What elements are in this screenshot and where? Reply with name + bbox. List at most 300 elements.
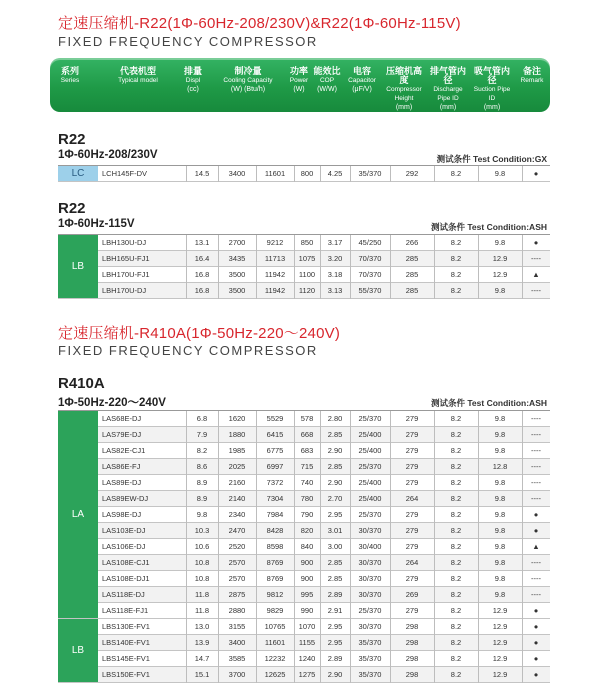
cell-model: LAS89EW-DJ [102, 494, 149, 503]
table-row [58, 539, 550, 555]
column-separator [478, 235, 479, 299]
header-discharge: 排气管内径 Discharge Pipe ID (mm) [429, 66, 466, 111]
cell-model: LBS130E-FV1 [102, 622, 150, 631]
cell-height: 298 [405, 654, 419, 663]
cell-capacity-btu: 11601 [264, 169, 286, 178]
cell-power: 1120 [298, 286, 316, 295]
cell-capacitor: 30/370 [358, 622, 382, 631]
cell-displ: 14.5 [194, 169, 210, 178]
cell-capacity-btu: 10765 [264, 622, 286, 631]
cell-power: 1075 [298, 254, 316, 263]
cell-discharge: 8.2 [450, 254, 462, 263]
cell-displ: 8.9 [196, 494, 208, 503]
cell-capacitor: 25/370 [358, 414, 382, 423]
cell-displ: 10.6 [194, 542, 210, 551]
cell-capacity-w: 2700 [228, 238, 246, 247]
cell-capacity-w: 2140 [228, 494, 246, 503]
cell-cop: 3.20 [327, 254, 343, 263]
cell-model: LAS86E-FJ [102, 462, 141, 471]
cell-remark: ● [533, 654, 539, 663]
cell-model: LBS145E-FV1 [102, 654, 150, 663]
column-separator [522, 235, 523, 299]
cell-capacity-w: 2340 [228, 510, 246, 519]
cell-height: 279 [405, 526, 419, 535]
cell-height: 279 [405, 478, 419, 487]
cell-displ: 16.8 [194, 286, 210, 295]
table-row [58, 635, 550, 651]
cell-capacity-w: 2880 [228, 606, 246, 615]
column-separator [320, 411, 321, 683]
cell-suction: 9.8 [494, 574, 506, 583]
header-remark: 备注 Remark [520, 66, 544, 84]
table-row [58, 523, 550, 539]
cell-discharge: 8.2 [450, 606, 462, 615]
section-b-title-en: FIXED FREQUENCY COMPRESSOR [58, 343, 318, 358]
cell-power: 578 [300, 414, 314, 423]
column-separator [390, 411, 391, 683]
column-header-bar [50, 58, 550, 112]
cell-capacitor: 25/400 [358, 494, 382, 503]
cell-model: LBH130U-DJ [102, 238, 147, 247]
cell-cop: 2.90 [327, 670, 343, 679]
cell-model: LAS82E-CJ1 [102, 446, 146, 455]
cell-suction: 12.9 [492, 254, 508, 263]
cell-displ: 13.1 [194, 238, 210, 247]
cell-capacitor: 35/370 [358, 638, 382, 647]
cell-power: 780 [300, 494, 314, 503]
cell-power: 900 [300, 574, 314, 583]
cell-remark: ---- [531, 574, 541, 583]
cell-displ: 15.1 [194, 670, 210, 679]
cell-cop: 2.95 [327, 638, 343, 647]
section-a-title-cn: 定速压缩机-R22(1Φ-60Hz-208/230V)&R22(1Φ-60Hz-115V) [58, 15, 461, 32]
cell-displ: 10.8 [194, 574, 210, 583]
cell-remark: ---- [531, 446, 541, 455]
cell-suction: 12.9 [492, 622, 508, 631]
cell-height: 279 [405, 414, 419, 423]
cell-displ: 6.8 [196, 414, 208, 423]
cell-remark: ● [533, 606, 539, 615]
cell-capacity-btu: 9812 [266, 590, 284, 599]
cell-displ: 16.8 [194, 270, 210, 279]
cell-discharge: 8.2 [450, 430, 462, 439]
cell-discharge: 8.2 [450, 670, 462, 679]
column-separator [186, 235, 187, 299]
column-separator [478, 166, 479, 182]
table-row [58, 555, 550, 571]
cell-remark: ---- [531, 590, 541, 599]
cell-discharge: 8.2 [450, 654, 462, 663]
cell-capacity-btu: 7304 [266, 494, 284, 503]
cell-model: LAS106E-DJ [102, 542, 146, 551]
cell-power: 1155 [298, 638, 316, 647]
cell-model: LBS140E-FV1 [102, 638, 150, 647]
cell-discharge: 8.2 [450, 542, 462, 551]
cell-remark: ● [533, 169, 539, 178]
cell-remark: ● [533, 622, 539, 631]
table-row [58, 667, 550, 683]
column-separator [218, 235, 219, 299]
cell-remark: ● [533, 238, 539, 247]
table-2-subtitle: 1Φ-60Hz-115V [58, 218, 135, 230]
cell-height: 298 [405, 622, 419, 631]
header-suction: 吸气管内径 Suction Pipe ID (mm) [473, 66, 511, 111]
cell-suction: 12.9 [492, 606, 508, 615]
cell-height: 279 [405, 542, 419, 551]
cell-cop: 3.00 [327, 542, 343, 551]
cell-suction: 9.8 [494, 590, 506, 599]
cell-power: 1070 [298, 622, 316, 631]
cell-capacity-btu: 7372 [266, 478, 284, 487]
cell-power: 740 [300, 478, 314, 487]
cell-capacitor: 30/370 [358, 590, 382, 599]
table-3 [58, 410, 550, 683]
series-label: LB [58, 235, 98, 298]
cell-suction: 12.9 [492, 654, 508, 663]
cell-capacity-w: 3155 [228, 622, 246, 631]
cell-model: LAS108E-DJ1 [102, 574, 150, 583]
cell-model: LBH170U-FJ1 [102, 270, 150, 279]
cell-power: 840 [300, 542, 314, 551]
cell-discharge: 8.2 [450, 414, 462, 423]
cell-displ: 16.4 [194, 254, 210, 263]
cell-power: 1275 [298, 670, 316, 679]
column-separator [350, 235, 351, 299]
header-power: 功率 Power (W) [289, 66, 309, 93]
cell-capacity-btu: 9829 [266, 606, 284, 615]
cell-capacitor: 25/370 [358, 510, 382, 519]
cell-cop: 2.89 [327, 654, 343, 663]
cell-cop: 2.89 [327, 590, 343, 599]
cell-height: 269 [405, 590, 419, 599]
cell-power: 900 [300, 558, 314, 567]
cell-capacity-btu: 8428 [266, 526, 284, 535]
header-capacitor: 电容 Capacitor (μF/V) [348, 66, 376, 93]
cell-remark: ● [533, 638, 539, 647]
table-1-condition: 测试条件 Test Condition:GX [436, 154, 547, 164]
cell-model: LAS103E-DJ [102, 526, 146, 535]
cell-remark: ▲ [532, 270, 540, 279]
column-separator [434, 235, 435, 299]
table-row [58, 571, 550, 587]
table-row [58, 459, 550, 475]
cell-cop: 2.85 [327, 574, 343, 583]
table-row [58, 235, 550, 251]
cell-height: 298 [405, 670, 419, 679]
cell-suction: 12.9 [492, 670, 508, 679]
cell-model: LAS79E-DJ [102, 430, 142, 439]
header-height: 压缩机高度 Compressor Height (mm) [385, 66, 422, 111]
cell-capacitor: 25/370 [358, 606, 382, 615]
cell-height: 279 [405, 462, 419, 471]
cell-remark: ● [533, 526, 539, 535]
column-separator [390, 166, 391, 182]
column-separator [478, 411, 479, 683]
header-model: 代表机型 Typical model [118, 66, 158, 84]
column-separator [186, 411, 187, 683]
series-label: LB [58, 619, 98, 682]
cell-discharge: 8.2 [450, 574, 462, 583]
cell-discharge: 8.2 [450, 446, 462, 455]
cell-capacitor: 25/400 [358, 430, 382, 439]
cell-displ: 10.3 [194, 526, 210, 535]
cell-capacitor: 35/370 [358, 169, 382, 178]
cell-height: 279 [405, 574, 419, 583]
cell-cop: 2.90 [327, 446, 343, 455]
cell-displ: 9.8 [196, 510, 208, 519]
cell-remark: ---- [531, 254, 541, 263]
cell-cop: 4.25 [327, 169, 343, 178]
column-separator [256, 411, 257, 683]
cell-discharge: 8.2 [450, 462, 462, 471]
column-separator [218, 411, 219, 683]
cell-height: 279 [405, 606, 419, 615]
cell-capacity-w: 3400 [228, 169, 246, 178]
cell-suction: 9.8 [494, 526, 506, 535]
cell-cop: 2.95 [327, 622, 343, 631]
cell-displ: 10.8 [194, 558, 210, 567]
cell-capacity-w: 1880 [228, 430, 246, 439]
cell-capacity-w: 2570 [228, 558, 246, 567]
cell-capacity-btu: 6775 [266, 446, 284, 455]
column-separator [218, 166, 219, 182]
cell-suction: 12.8 [492, 462, 508, 471]
cell-power: 820 [300, 526, 314, 535]
cell-capacity-btu: 11942 [264, 286, 286, 295]
cell-cop: 2.95 [327, 510, 343, 519]
header-capacity: 制冷量 Cooling Capacity (W) (Btu/h) [223, 66, 273, 93]
column-separator [350, 166, 351, 182]
table-3-subtitle: 1Φ-50Hz-220～240V [58, 397, 166, 409]
cell-capacity-w: 2875 [228, 590, 246, 599]
cell-remark: ---- [531, 414, 541, 423]
cell-cop: 2.80 [327, 414, 343, 423]
cell-displ: 14.7 [194, 654, 210, 663]
cell-cop: 2.85 [327, 430, 343, 439]
cell-suction: 9.8 [494, 238, 506, 247]
section-b-title-cn: 定速压缩机-R410A(1Φ-50Hz-220～240V) [58, 325, 341, 342]
cell-capacity-w: 1620 [228, 414, 246, 423]
cell-capacitor: 25/370 [358, 462, 382, 471]
table-3-condition: 测试条件 Test Condition:ASH [431, 398, 547, 408]
cell-height: 285 [405, 254, 419, 263]
cell-capacity-btu: 8598 [266, 542, 284, 551]
column-separator [522, 411, 523, 683]
cell-capacitor: 30/370 [358, 558, 382, 567]
table-1-title: R22 [58, 131, 86, 148]
table-row [58, 507, 550, 523]
cell-displ: 13.9 [194, 638, 210, 647]
cell-model: LAS118E-FJ1 [102, 606, 149, 615]
cell-model: LBS150E-FV1 [102, 670, 150, 679]
cell-discharge: 8.2 [450, 169, 462, 178]
cell-remark: ● [533, 510, 539, 519]
series-label: LA [58, 411, 98, 618]
cell-capacitor: 25/400 [358, 478, 382, 487]
column-separator [320, 166, 321, 182]
cell-power: 990 [300, 606, 314, 615]
cell-remark: ---- [531, 286, 541, 295]
cell-capacity-btu: 9212 [266, 238, 284, 247]
cell-capacitor: 35/370 [358, 670, 382, 679]
cell-suction: 9.8 [494, 510, 506, 519]
table-2-title: R22 [58, 200, 86, 217]
cell-discharge: 8.2 [450, 510, 462, 519]
cell-cop: 2.91 [327, 606, 343, 615]
cell-model: LBH170U-DJ [102, 286, 147, 295]
cell-height: 279 [405, 430, 419, 439]
cell-capacitor: 35/370 [358, 654, 382, 663]
cell-capacitor: 30/370 [358, 574, 382, 583]
cell-cop: 2.90 [327, 478, 343, 487]
cell-capacity-w: 3435 [228, 254, 246, 263]
cell-remark: ▲ [532, 542, 540, 551]
cell-capacitor: 70/370 [358, 254, 382, 263]
cell-model: LAS68E-DJ [102, 414, 142, 423]
cell-capacity-w: 3500 [228, 286, 246, 295]
cell-power: 715 [300, 462, 314, 471]
cell-height: 285 [405, 286, 419, 295]
cell-capacity-w: 2025 [228, 462, 246, 471]
header-displ: 排量 Displ (cc) [183, 66, 202, 93]
cell-discharge: 8.2 [450, 558, 462, 567]
cell-model: LAS118E-DJ [102, 590, 145, 599]
cell-height: 279 [405, 510, 419, 519]
cell-capacity-btu: 11601 [264, 638, 286, 647]
cell-capacitor: 45/250 [358, 238, 382, 247]
cell-capacity-w: 2570 [228, 574, 246, 583]
cell-cop: 2.70 [327, 494, 343, 503]
table-row [58, 603, 550, 619]
cell-capacity-btu: 11713 [264, 254, 286, 263]
cell-cop: 3.18 [327, 270, 343, 279]
cell-cop: 3.17 [327, 238, 343, 247]
cell-cop: 2.85 [327, 462, 343, 471]
cell-height: 264 [405, 494, 419, 503]
cell-suction: 12.9 [492, 638, 508, 647]
table-1-subtitle: 1Φ-60Hz-208/230V [58, 149, 158, 161]
cell-cop: 2.85 [327, 558, 343, 567]
cell-height: 298 [405, 638, 419, 647]
header-series: 系列 Series [60, 66, 80, 84]
cell-suction: 9.8 [494, 286, 506, 295]
cell-discharge: 8.2 [450, 270, 462, 279]
table-2-condition: 测试条件 Test Condition:ASH [431, 222, 547, 232]
table-row [58, 251, 550, 267]
cell-discharge: 8.2 [450, 238, 462, 247]
cell-suction: 9.8 [494, 542, 506, 551]
table-row [58, 587, 550, 603]
table-row [58, 651, 550, 667]
column-separator [256, 166, 257, 182]
cell-power: 683 [300, 446, 314, 455]
cell-displ: 8.9 [196, 478, 208, 487]
cell-remark: ---- [531, 558, 541, 567]
cell-displ: 13.0 [194, 622, 210, 631]
cell-capacitor: 25/400 [358, 446, 382, 455]
cell-suction: 12.9 [492, 270, 508, 279]
cell-height: 292 [405, 169, 419, 178]
cell-capacity-w: 2160 [228, 478, 246, 487]
cell-capacity-w: 3700 [228, 670, 246, 679]
cell-displ: 11.8 [194, 590, 210, 599]
cell-power: 668 [300, 430, 314, 439]
cell-height: 285 [405, 270, 419, 279]
table-1 [58, 165, 550, 182]
cell-discharge: 8.2 [450, 622, 462, 631]
series-label: LC [58, 166, 98, 181]
cell-suction: 9.8 [494, 446, 506, 455]
cell-suction: 9.8 [494, 558, 506, 567]
cell-remark: ---- [531, 478, 541, 487]
cell-power: 1240 [298, 654, 316, 663]
cell-model: LCH145F-DV [102, 169, 148, 178]
cell-suction: 9.8 [494, 430, 506, 439]
column-separator [434, 166, 435, 182]
table-row [58, 411, 550, 427]
column-separator [294, 166, 295, 182]
cell-capacitor: 70/370 [358, 270, 382, 279]
table-row [58, 443, 550, 459]
table-3-title: R410A [58, 375, 105, 392]
cell-displ: 8.6 [196, 462, 208, 471]
table-row [58, 427, 550, 443]
column-separator [350, 411, 351, 683]
cell-discharge: 8.2 [450, 638, 462, 647]
cell-discharge: 8.2 [450, 478, 462, 487]
header-cop: 能效比 COP (W/W) [313, 66, 341, 93]
column-separator [390, 235, 391, 299]
cell-capacitor: 30/370 [358, 526, 382, 535]
cell-capacity-btu: 5529 [266, 414, 284, 423]
column-separator [256, 235, 257, 299]
table-row [58, 491, 550, 507]
cell-suction: 9.8 [494, 494, 506, 503]
table-row [58, 475, 550, 491]
cell-capacitor: 55/370 [358, 286, 382, 295]
cell-power: 850 [300, 238, 314, 247]
cell-power: 800 [300, 169, 314, 178]
cell-capacity-btu: 11942 [264, 270, 286, 279]
cell-capacity-w: 2470 [228, 526, 246, 535]
column-separator [320, 235, 321, 299]
column-separator [522, 166, 523, 182]
cell-capacity-w: 3400 [228, 638, 246, 647]
cell-height: 266 [405, 238, 419, 247]
cell-capacity-btu: 12232 [264, 654, 286, 663]
cell-cop: 3.01 [327, 526, 343, 535]
cell-discharge: 8.2 [450, 526, 462, 535]
column-separator [434, 411, 435, 683]
cell-discharge: 8.2 [450, 590, 462, 599]
cell-capacity-w: 2520 [228, 542, 246, 551]
column-separator [294, 235, 295, 299]
cell-cop: 3.13 [327, 286, 343, 295]
column-separator [186, 166, 187, 182]
cell-capacity-w: 1985 [228, 446, 246, 455]
cell-model: LAS98E-DJ [102, 510, 142, 519]
cell-height: 279 [405, 446, 419, 455]
cell-capacity-w: 3585 [228, 654, 246, 663]
table-row [58, 166, 550, 182]
cell-suction: 9.8 [494, 478, 506, 487]
cell-remark: ● [533, 670, 539, 679]
cell-displ: 11.8 [194, 606, 210, 615]
cell-suction: 9.8 [494, 414, 506, 423]
cell-height: 264 [405, 558, 419, 567]
cell-model: LAS89E-DJ [102, 478, 142, 487]
cell-capacity-btu: 8769 [266, 574, 284, 583]
